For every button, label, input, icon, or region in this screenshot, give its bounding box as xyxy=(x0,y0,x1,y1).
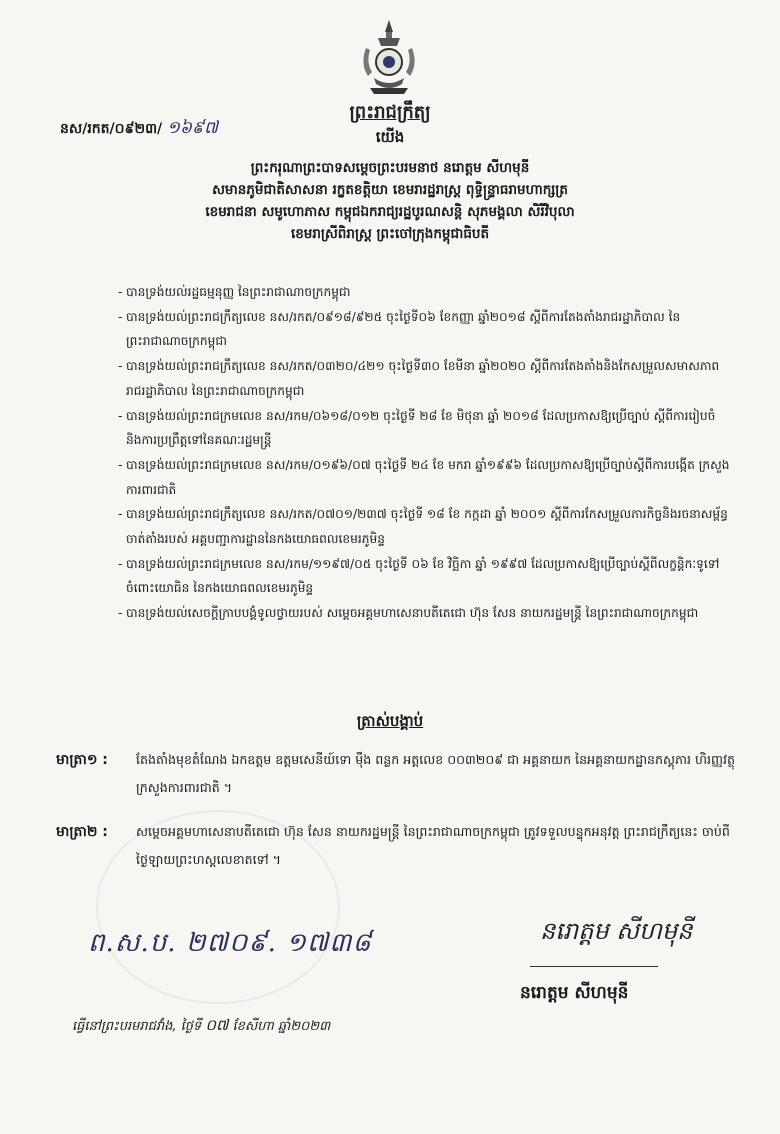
king-title-line-2: សមានភូមិជាតិសាសនា រក្ខតខត្តិយា ខេមរារដ្ឋរាស្ត្រ ពុទ្ធិន្ទ្រាធរាមហាក្សត្រ xyxy=(212,182,568,198)
preamble-list xyxy=(118,280,730,626)
article-1 xyxy=(56,746,746,802)
handwritten-registration-number: ព.ស.ប. ២៧០៩. ១៧៣៨ xyxy=(88,928,372,958)
preamble-clause: - បានទ្រង់យល់សេចក្តីក្រាបបង្គំទូលថ្វាយរបស់ សម្តេចអគ្គមហាសេនាបតីតេជោ ហ៊ុន សែន នាយករដ្ឋមន្ត្រី នៃព្រះរាជាណាចក្រកម្ពុជា xyxy=(118,601,730,626)
article-2 xyxy=(56,818,746,874)
order-heading: ត្រាស់បង្គាប់ xyxy=(356,712,424,730)
preamble-clause: - បានទ្រង់យល់រដ្ឋធម្មនុញ្ញ នៃព្រះរាជាណាចក្រកម្ពុជា xyxy=(118,280,730,305)
footer-suffix: ខែសីហា ឆ្នាំ២០២៣ xyxy=(232,1019,331,1034)
footer-day: ០៧ xyxy=(205,1016,229,1034)
signer-name: នរោត្តម សីហមុនី xyxy=(520,983,629,1003)
preamble-clause: - បានទ្រង់យល់ព្រះរាជក្រឹត្យលេខ នស/រកត/០៧០១/២៣៧ ចុះថ្ងៃទី ១៨ ខែ កក្កដា ឆ្នាំ ២០០១ ស្តីពីការកែសម្រួលភារកិច្ចនិងរចនាសម្ព័ន្ធចាត់តាំងរបស់ អគ្គបញ្ជាការដ្ឋាននៃកងយោធពលខេមរភូមិន្ទ xyxy=(118,502,730,551)
handwritten-signature: នរោត្តម សីហមុនី xyxy=(540,917,693,945)
king-title-line-4: ខេមរាស្រីពិរាស្ត្រ ព្រះចៅក្រុងកម្ពុជាធិបតី xyxy=(290,226,490,242)
royal-emblem-logo xyxy=(352,18,426,96)
signature-line xyxy=(530,966,658,967)
article-text: តែងតាំងមុខតំណែង ឯកឧត្តម ឧត្តមសេនីយ៍ទោ ម៉ឹង ពន្លក អត្តលេខ ០០៣២០៩ ជា អគ្គនាយក នៃអគ្គនាយកដ្ឋានភស្តុភារ ហិរញ្ញវត្ថុ ក្រសួងការពារជាតិ ។ xyxy=(136,752,736,795)
preamble-clause: - បានទ្រង់យល់ព្រះរាជក្រមលេខ នស/រកម/០១៩៦/០៧ ចុះថ្ងៃទី ២៤ ខែ មករា ឆ្នាំ១៩៩៦ ដែលប្រកាសឱ្យប្រើច្បាប់ស្តីពីការបង្កើត ក្រសួងការពារជាតិ xyxy=(118,453,730,502)
ref-number-printed: នស/រកត/០៩២៣/ xyxy=(60,121,163,137)
king-title-line-3: ខេមរាជនា សមូហោភាស កម្ពុជឯករាជ្យរដ្ឋបូរណសន្តិ សុភមង្គលា សិរីវិបុលា xyxy=(205,204,575,220)
issued-place-date xyxy=(72,1016,330,1038)
ref-number-handwritten: ១៦៩៧ xyxy=(167,118,218,138)
preamble-clause: - បានទ្រង់យល់ព្រះរាជក្រមលេខ នស/រកម/១១៩៧/០៥ ចុះថ្ងៃទី ០៦ ខែ វិច្ឆិកា ឆ្នាំ ១៩៩៧ ដែលប្រកាសឱ្យប្រើច្បាប់ស្តីពីលក្ខន្តិកៈទូទៅ ចំពោះយោធិន នៃកងយោធពលខេមរភូមិន្ទ xyxy=(118,552,730,601)
preamble-clause: - បានទ្រង់យល់ព្រះរាជក្រឹត្យលេខ នស/រកត/០៣២០/៤២១ ចុះថ្ងៃទី៣០ ខែមីនា ឆ្នាំ២០២០ ស្តីពីការតែងតាំងនិងកែសម្រួលសមាសភាពរាជរដ្ឋាភិបាល នៃព្រះរាជាណាចក្រកម្ពុជា xyxy=(118,354,730,403)
article-label: មាត្រា១ : xyxy=(56,752,108,768)
article-text: សម្តេចអគ្គមហាសេនាបតីតេជោ ហ៊ុន សែន នាយករដ្ឋមន្ត្រី នៃព្រះរាជាណាចក្រកម្ពុជា ត្រូវទទួលបន្ទុកអនុវត្ត ព្រះរាជក្រឹត្យនេះ ចាប់ពីថ្ងៃឡាយព្រះហស្តលេខាតទៅ ។ xyxy=(136,824,730,867)
preamble-clause: - បានទ្រង់យល់ព្រះរាជក្រឹត្យលេខ នស/រកត/០៩១៨/៩២៥ ចុះថ្ងៃទី០៦ ខែកញ្ញា ឆ្នាំ២០១៨ ស្តីពីការតែងតាំងរាជរដ្ឋាភិបាល នៃព្រះរាជាណាចក្រកម្ពុជា xyxy=(118,305,730,354)
king-title-line-1: ព្រះករុណាព្រះបាទសម្តេចព្រះបរមនាថ នរោត្តម សីហមុនី xyxy=(250,160,530,176)
we-heading: យើង xyxy=(375,128,405,146)
footer-prefix: ធ្វើនៅព្រះបរមរាជវាំង, ថ្ងៃទី xyxy=(72,1019,202,1034)
article-label: មាត្រា២ : xyxy=(56,824,108,840)
decree-title: ព្រះរាជក្រឹត្យ xyxy=(349,102,431,123)
preamble-clause: - បានទ្រង់យល់ព្រះរាជក្រមលេខ នស/រកម/០៦១៨/០១២ ចុះថ្ងៃទី ២៨ ខែ មិថុនា ឆ្នាំ ២០១៨ ដែលប្រកាសឱ្យប្រើច្បាប់ ស្តីពីការរៀបចំ និងការប្រព្រឹត្តទៅនៃគណៈរដ្ឋមន្ត្រី xyxy=(118,404,730,453)
